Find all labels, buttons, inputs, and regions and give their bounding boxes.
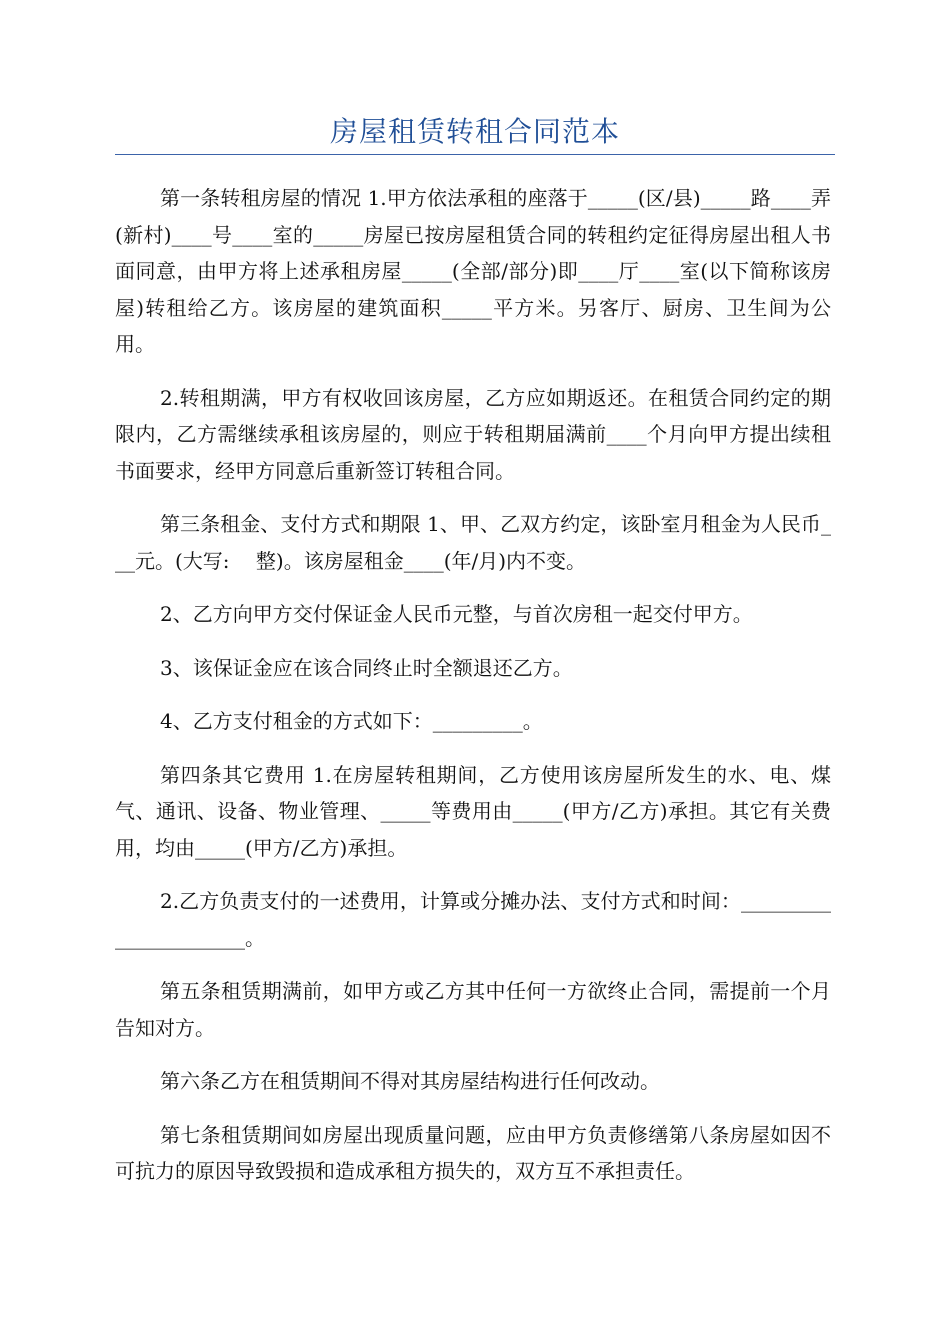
paragraph-article-7: 第七条租赁期间如房屋出现质量问题，应由甲方负责修缮第八条房屋如因不可抗力的原因导致毁损和造成承租方损失的，双方互不承担责任。: [115, 1122, 831, 1183]
title-underline: [115, 154, 835, 155]
paragraph-renewal: 2.转租期满，甲方有权收回该房屋，乙方应如期返还。在租赁合同约定的期限内，乙方需继续承租该房屋的，则应于转租期届满前____个月向甲方提出续租书面要求，经甲方同意后重新签订转租合同。: [115, 385, 831, 483]
paragraph-fee-calculation: 2.乙方负责支付的一述费用，计算或分摊办法、支付方式和时间：______________________。: [115, 889, 831, 950]
paragraph-article-3: 第三条租金、支付方式和期限 1、甲、乙双方约定，该卧室月租金为人民币___元。(大写: 整)。该房屋租金____(年/月)内不变。: [115, 512, 831, 573]
paragraph-article-1: 第一条转租房屋的情况 1.甲方依法承租的座落于_____(区/县)_____路____弄(新村)____号____室的_____房屋已按房屋租赁合同的转租约定征得房屋出租人书面同意，由甲方将上述承租房屋_____(全部/部分)即____厅____室(以下简称该房屋)转租给乙方。该房屋的建筑面积_____平方米。另客厅、厨房、卫生间为公用。: [115, 186, 831, 356]
document-body: [115, 180, 831, 1207]
paragraph-article-6: 第六条乙方在租赁期间不得对其房屋结构进行任何改动。: [160, 1069, 660, 1093]
paragraph-payment-method: 4、乙方支付租金的方式如下：_________。: [160, 709, 543, 733]
document-title: 房屋租赁转租合同范本: [329, 115, 620, 148]
paragraph-deposit: 2、乙方向甲方交付保证金人民币元整，与首次房租一起交付甲方。: [160, 602, 753, 626]
paragraph-deposit-refund: 3、该保证金应在该合同终止时全额退还乙方。: [160, 655, 573, 680]
paragraph-article-4: 第四条其它费用 1.在房屋转租期间，乙方使用该房屋所发生的水、电、煤气、通讯、设备、物业管理、_____等费用由_____(甲方/乙方)承担。其它有关费用，均由_____(甲方/乙方)承担。: [115, 762, 831, 860]
paragraph-article-5: 第五条租赁期满前，如甲方或乙方其中任何一方欲终止合同，需提前一个月告知对方。: [115, 979, 831, 1040]
